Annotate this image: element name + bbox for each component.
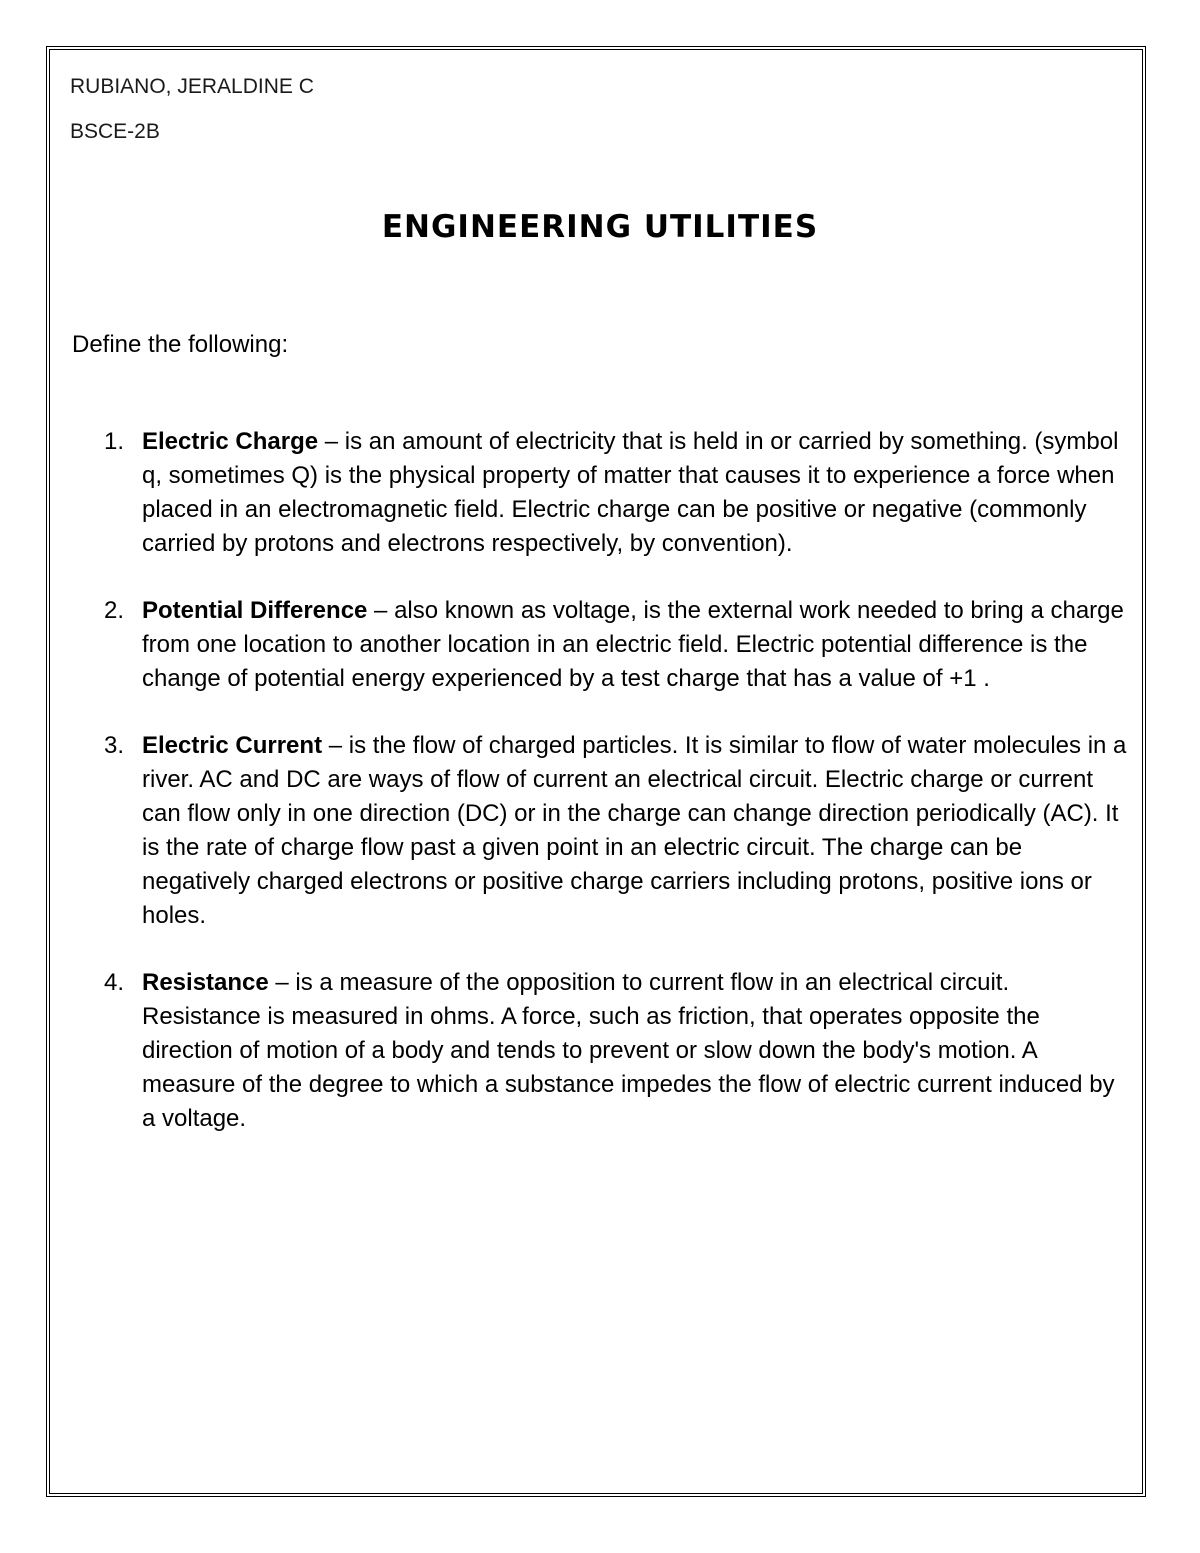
definition-term: Resistance xyxy=(142,969,269,996)
definition-number: 3. xyxy=(104,732,125,759)
definition-text: – is the flow of charged particles. It is similar to flow of water molecules in a river. AC and DC are ways of flow of current an electrical circuit. Electric charge or current can flow only in one direction (DC) or in the charge can change direction periodically (AC). It is the rate of charge flow past a given point in an electric circuit. The charge can be negatively charged electrons or positive charge carriers including protons, positive ions or holes. xyxy=(142,732,1127,929)
definition-item-electric-charge xyxy=(104,425,1132,561)
definition-term: Electric Current xyxy=(142,732,323,759)
definition-number: 2. xyxy=(104,597,125,624)
definition-text: – also known as voltage, is the external work needed to bring a charge from one location to another location in an electric field. Electric potential difference is the change of potential energy experienced by a test charge that has a value of +1 . xyxy=(142,597,1124,692)
definition-item-electric-current xyxy=(104,729,1132,933)
definition-number: 4. xyxy=(104,969,125,996)
definition-text: – is a measure of the opposition to current flow in an electrical circuit. Resistance is measured in ohms. A force, such as friction, that operates opposite the direction of motion of a body and tends to prevent or slow down the body's motion. A measure of the degree to which a substance impedes the flow of electric current induced by a voltage. xyxy=(142,969,1115,1132)
student-name: RUBIANO, JERALDINE C xyxy=(70,75,314,98)
definition-term: Electric Charge xyxy=(142,428,319,455)
definition-number: 1. xyxy=(104,428,125,455)
instruction-text: Define the following: xyxy=(72,331,289,358)
definition-term: Potential Difference xyxy=(142,597,368,624)
definition-item-potential-difference xyxy=(104,594,1132,696)
definition-item-resistance xyxy=(104,966,1132,1136)
definition-list xyxy=(104,425,1132,1169)
student-section: BSCE-2B xyxy=(70,120,160,143)
document-title: ENGINEERING UTILITIES xyxy=(381,209,819,245)
definition-text: – is an amount of electricity that is held in or carried by something. (symbol q, sometimes Q) is the physical property of matter that causes it to experience a force when placed in an electromagnetic field. Electric charge can be positive or negative (commonly carried by protons and electrons respectively, by convention). xyxy=(142,428,1119,557)
